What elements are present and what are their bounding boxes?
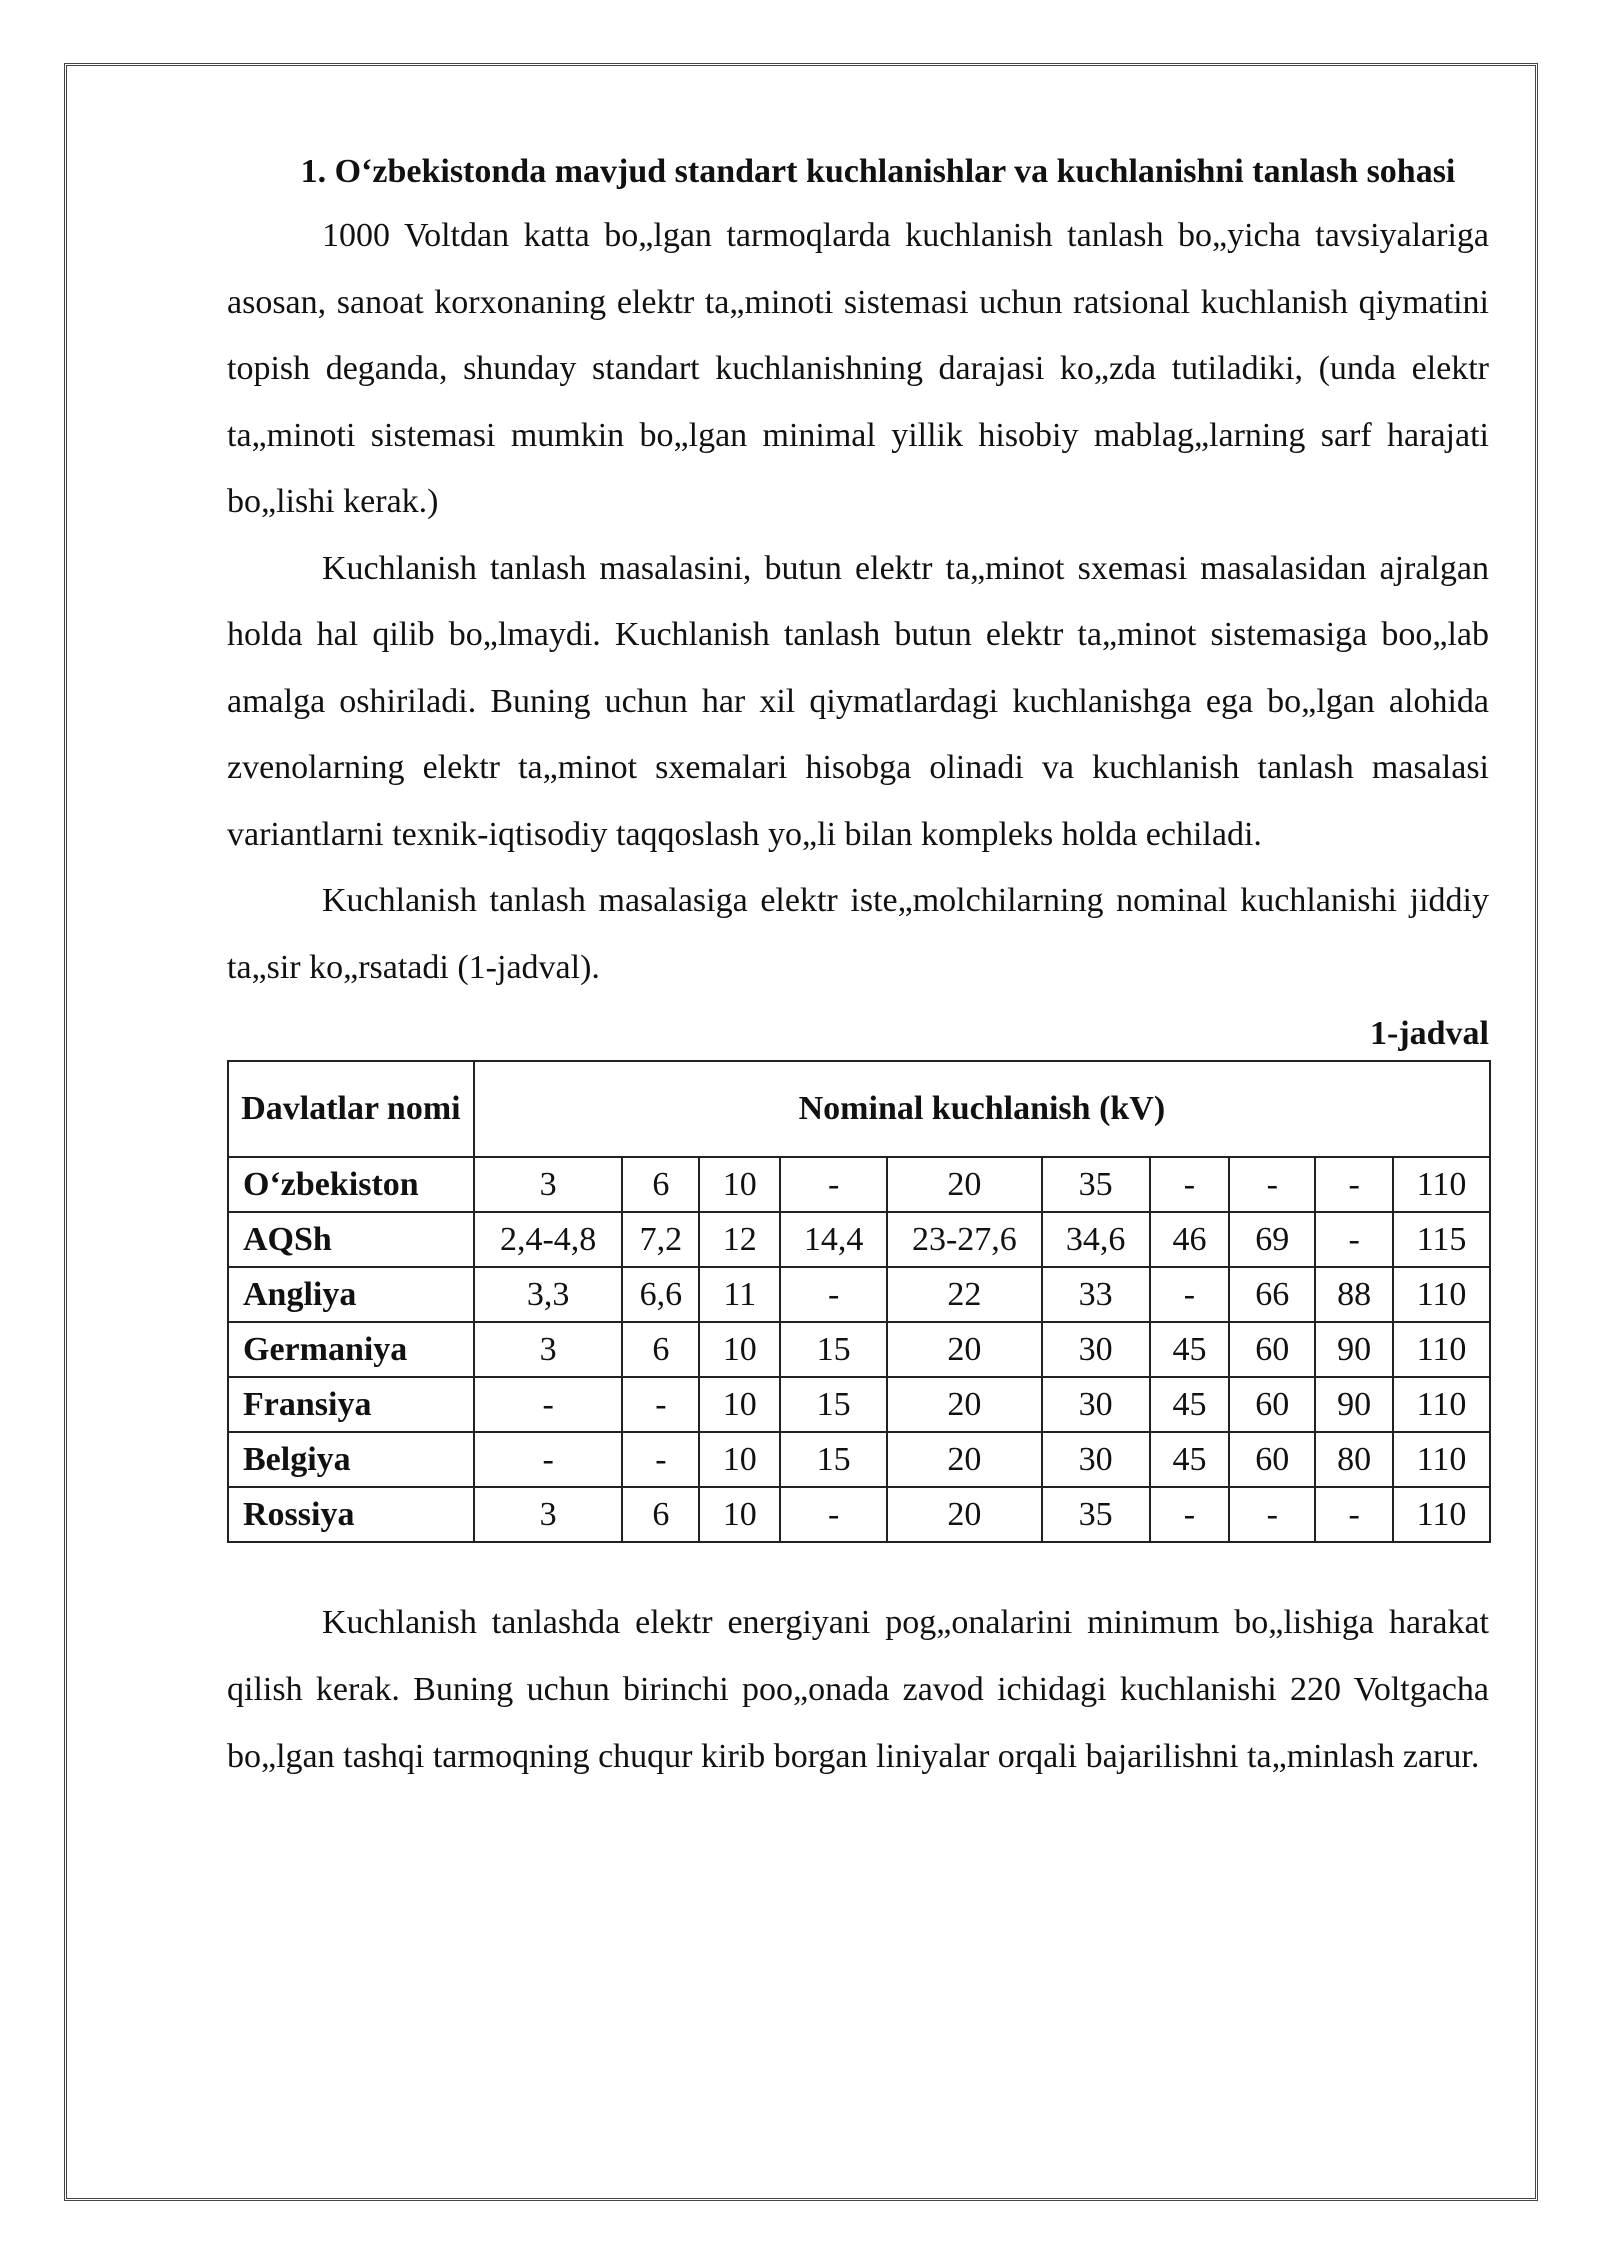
voltage-cell: 110 (1393, 1157, 1490, 1212)
header-voltage: Nominal kuchlanish (kV) (474, 1061, 1490, 1157)
voltage-cell: 20 (887, 1432, 1042, 1487)
voltage-cell: - (1315, 1487, 1393, 1542)
voltage-cell: - (1150, 1487, 1230, 1542)
voltage-cell: 60 (1229, 1377, 1315, 1432)
country-cell: Rossiya (228, 1487, 474, 1542)
voltage-cell: - (780, 1157, 887, 1212)
voltage-cell: 12 (699, 1212, 780, 1267)
voltage-cell: 88 (1315, 1267, 1393, 1322)
voltage-cell: 90 (1315, 1377, 1393, 1432)
closing-section (227, 1589, 1489, 1790)
voltage-cell: 10 (699, 1487, 780, 1542)
voltage-cell: 35 (1042, 1487, 1150, 1542)
voltage-cell: 11 (699, 1267, 780, 1322)
table-row (228, 1212, 1490, 1267)
paragraph-2: Kuchlanish tanlash masalasini, butun elektr ta„minot sxemasi masalasidan ajralgan holda hal qilib bo„lmaydi. Kuchlanish tanlash butun elektr ta„minot sistemasiga boo„lab amalga oshiriladi. Buning uchun har xil qiymatlardagi kuchlanishga ega bo„lgan alohida zvenolarning elektr ta„minot sxemalari hisobga olinadi va kuchlanish tanlash masalasi variantlarni texnik-iqtisodiy taqqoslash yo„li bilan kompleks holda echiladi. (227, 549, 1489, 853)
voltage-cell: 6,6 (622, 1267, 699, 1322)
voltage-cell: - (1229, 1487, 1315, 1542)
table-row (228, 1157, 1490, 1212)
voltage-cell: 10 (699, 1157, 780, 1212)
header-country: Davlatlar nomi (228, 1061, 474, 1157)
table-row (228, 1487, 1490, 1542)
voltage-cell: 66 (1229, 1267, 1315, 1322)
voltage-cell: - (1315, 1212, 1393, 1267)
document-body (227, 140, 1489, 1790)
voltage-cell: 45 (1150, 1322, 1230, 1377)
country-cell: O‘zbekiston (228, 1157, 474, 1212)
voltage-cell: 20 (887, 1322, 1042, 1377)
voltage-cell: 30 (1042, 1322, 1150, 1377)
voltage-cell: - (780, 1267, 887, 1322)
closing-paragraph: Kuchlanish tanlashda elektr energiyani pog„onalarini minimum bo„lishiga harakat qilish kerak. Buning uchun birinchi poo„onada zavod ichidagi kuchlanishi 220 Voltgacha bo„lgan tashqi tarmoqning chuqur kirib borgan liniyalar orqali bajarilishni ta„minlash zarur. (227, 1604, 1489, 1775)
voltage-cell: 3 (474, 1322, 623, 1377)
voltage-cell: 110 (1393, 1322, 1490, 1377)
voltage-cell: 45 (1150, 1377, 1230, 1432)
paragraph-1: 1000 Voltdan katta bo„lgan tarmoqlarda kuchlanish tanlash bo„yicha tavsiyalariga asosan, sanoat korxonaning elektr ta„minoti sistemasi uchun ratsional kuchlanish qiymatini topish deganda, shunday standart kuchlanishning darajasi ko„zda tutiladiki, (unda elektr ta„minoti sistemasi mumkin bo„lgan minimal yillik hisobiy mablag„larning sarf harajati bo„lishi kerak.) (227, 217, 1489, 520)
voltage-table (227, 1060, 1491, 1543)
voltage-cell: 15 (780, 1432, 887, 1487)
voltage-cell: 3 (474, 1157, 623, 1212)
table-row (228, 1377, 1490, 1432)
voltage-cell: 23-27,6 (887, 1212, 1042, 1267)
voltage-cell: 33 (1042, 1267, 1150, 1322)
voltage-cell: 22 (887, 1267, 1042, 1322)
table-row (228, 1432, 1490, 1487)
voltage-cell: - (1229, 1157, 1315, 1212)
voltage-cell: 46 (1150, 1212, 1230, 1267)
voltage-cell: 90 (1315, 1322, 1393, 1377)
voltage-cell: 15 (780, 1377, 887, 1432)
voltage-cell: 80 (1315, 1432, 1393, 1487)
section-title: 1. O‘zbekistonda mavjud standart kuchlanishlar va kuchlanishni tanlash sohasi (300, 153, 1456, 190)
voltage-cell: 110 (1393, 1487, 1490, 1542)
voltage-cell: 6 (622, 1322, 699, 1377)
country-cell: Angliya (228, 1267, 474, 1322)
voltage-cell: 60 (1229, 1322, 1315, 1377)
voltage-cell: 20 (887, 1157, 1042, 1212)
voltage-cell: 35 (1042, 1157, 1150, 1212)
voltage-cell: 6 (622, 1157, 699, 1212)
voltage-cell: 6 (622, 1487, 699, 1542)
voltage-cell: 20 (887, 1377, 1042, 1432)
table-row (228, 1322, 1490, 1377)
voltage-cell: - (622, 1432, 699, 1487)
voltage-cell: 7,2 (622, 1212, 699, 1267)
voltage-cell: 110 (1393, 1432, 1490, 1487)
table-row (228, 1267, 1490, 1322)
voltage-cell: 45 (1150, 1432, 1230, 1487)
voltage-cell: 30 (1042, 1377, 1150, 1432)
voltage-cell: 15 (780, 1322, 887, 1377)
voltage-cell: 110 (1393, 1377, 1490, 1432)
voltage-cell: 3,3 (474, 1267, 623, 1322)
voltage-cell: 3 (474, 1487, 623, 1542)
table-label: 1-jadval (1370, 1015, 1489, 1052)
country-cell: Germaniya (228, 1322, 474, 1377)
voltage-cell: - (1150, 1157, 1230, 1212)
voltage-cell: 110 (1393, 1267, 1490, 1322)
voltage-cell: - (1315, 1157, 1393, 1212)
table-header-row (228, 1061, 1490, 1157)
voltage-cell: 34,6 (1042, 1212, 1150, 1267)
voltage-cell: 10 (699, 1377, 780, 1432)
voltage-cell: 14,4 (780, 1212, 887, 1267)
country-cell: AQSh (228, 1212, 474, 1267)
voltage-cell: 60 (1229, 1432, 1315, 1487)
voltage-cell: 10 (699, 1322, 780, 1377)
voltage-cell: 30 (1042, 1432, 1150, 1487)
paragraph-3: Kuchlanish tanlash masalasiga elektr iste„molchilarning nominal kuchlanishi jiddiy ta„sir ko„rsatadi (1-jadval). (227, 882, 1489, 986)
voltage-cell: - (622, 1377, 699, 1432)
country-cell: Belgiya (228, 1432, 474, 1487)
country-cell: Fransiya (228, 1377, 474, 1432)
table-body (228, 1157, 1490, 1542)
voltage-cell: - (474, 1432, 623, 1487)
voltage-cell: - (1150, 1267, 1230, 1322)
voltage-cell: - (474, 1377, 623, 1432)
voltage-cell: - (780, 1487, 887, 1542)
voltage-cell: 69 (1229, 1212, 1315, 1267)
voltage-cell: 10 (699, 1432, 780, 1487)
voltage-cell: 115 (1393, 1212, 1490, 1267)
voltage-cell: 2,4-4,8 (474, 1212, 623, 1267)
voltage-cell: 20 (887, 1487, 1042, 1542)
